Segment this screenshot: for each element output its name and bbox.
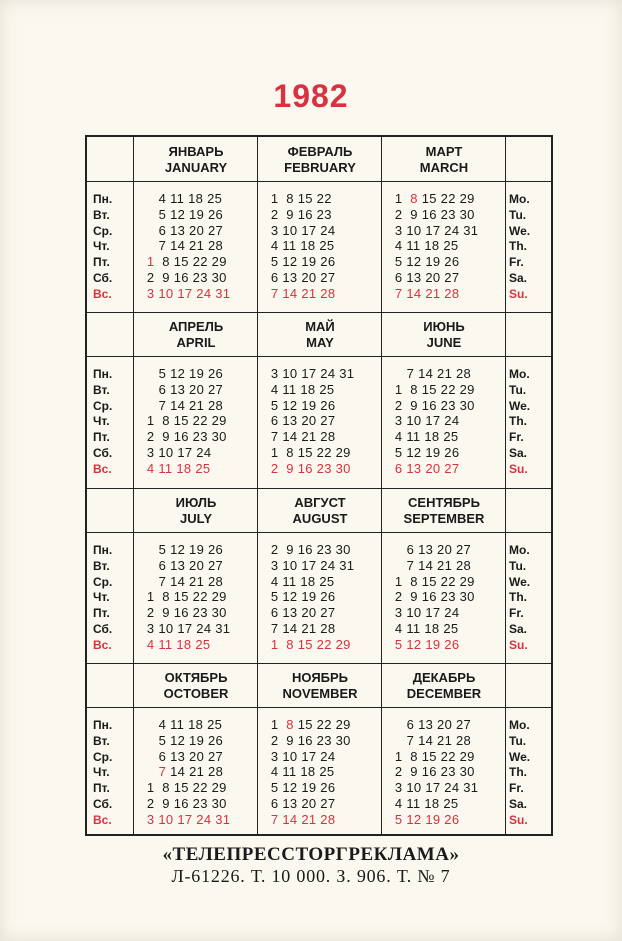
- week-row: 1 8 15 22 29: [143, 413, 227, 429]
- month-header-november: [259, 670, 381, 702]
- month-name-en: JANUARY: [164, 160, 228, 175]
- week-row: 3 10 17 24 31: [267, 366, 355, 381]
- week-row: 2 9 16 23 30: [391, 397, 475, 413]
- weekday-label-ru: Сб.: [93, 271, 113, 285]
- week-row: 6 13 20 27: [391, 460, 460, 476]
- week-row: 6 13 20 27: [267, 270, 336, 285]
- week-row: 4 11 18 25: [267, 764, 335, 780]
- month-name-en: AUGUST: [292, 511, 348, 526]
- weekday-label-ru: Вт.: [93, 382, 110, 397]
- holiday-date: 1: [146, 254, 155, 270]
- month-name-ru: ЯНВАРЬ: [168, 144, 224, 159]
- week-row: 2 9 16 23 30: [391, 589, 475, 605]
- week-row: 1 8 15 22 29: [391, 748, 475, 764]
- weekday-label-en: Fr.: [509, 430, 524, 445]
- weekday-label-en: Fr.: [509, 781, 524, 796]
- weekday-label-en: Th.: [509, 765, 527, 780]
- week-row: 2 9 16 23 30: [143, 605, 227, 621]
- weekday-label-ru: Пт.: [93, 430, 110, 445]
- month-name-ru: ОКТЯБРЬ: [164, 670, 228, 685]
- month-name-ru: НОЯБРЬ: [291, 670, 349, 685]
- week-row: 5 12 19 26: [267, 397, 336, 413]
- weekday-label-en: Su.: [509, 637, 528, 652]
- grid-header-divider: [87, 532, 551, 533]
- publisher-name: «ТЕЛЕПРЕССТОРГРЕКЛАМА»: [162, 844, 460, 865]
- month-header-july: [135, 495, 257, 527]
- week-row: 6 13 20 27: [143, 222, 224, 238]
- week-row: 2 9 16 23 30: [143, 429, 227, 445]
- week-row: 1 8 15 22 29: [391, 381, 475, 397]
- week-row: 3 10 17 24: [391, 413, 460, 429]
- weekday-label-ru: Сб.: [93, 622, 113, 636]
- week-row: 3 10 17 24 31: [143, 285, 231, 301]
- weekday-label-ru: Пт.: [93, 255, 110, 270]
- weekday-label-en: We.: [509, 223, 531, 238]
- week-row: 2 9 16 23 30: [391, 764, 475, 780]
- weekday-label-en: We.: [509, 574, 531, 589]
- weekday-label-ru: Вс.: [93, 286, 112, 301]
- week-row: 2 9 16 23 30: [267, 542, 351, 557]
- month-header-march: [383, 144, 505, 176]
- grid-horizontal-line: [87, 488, 551, 489]
- month-name-en: NOVEMBER: [282, 686, 358, 701]
- week-row: 2 9 16 23 30: [391, 206, 475, 222]
- month-name-ru: МАРТ: [425, 144, 463, 159]
- weekday-label-en: Sa.: [509, 446, 528, 460]
- week-row: 6 13 20 27: [391, 717, 472, 732]
- month-header-september: [383, 495, 505, 527]
- week-row: 1 8 15 22 29: [146, 254, 227, 270]
- month-name-ru: ДЕКАБРЬ: [412, 670, 476, 685]
- weekday-label-en: Su.: [509, 461, 528, 476]
- weekday-label-en: Th.: [509, 414, 527, 429]
- print-info: Л-61226. Т. 10 000. З. 906. Т. № 7: [171, 866, 451, 886]
- weekday-label-ru: Пн.: [93, 367, 113, 381]
- month-name-en: OCTOBER: [163, 686, 229, 701]
- week-row: 4 11 18 25: [391, 621, 459, 636]
- week-row: 1 8 15 22 29: [267, 445, 351, 460]
- week-row: 7 14 21 28: [391, 285, 460, 301]
- week-row: 1 8 15 22 29: [391, 573, 475, 589]
- week-row: 6 13 20 27: [143, 381, 224, 397]
- grid-horizontal-line: [87, 312, 551, 313]
- week-row: 4 11 18 25: [391, 238, 459, 254]
- month-name-ru: МАЙ: [305, 319, 335, 334]
- week-row: 5 12 19 26: [143, 732, 224, 748]
- month-name-ru: ФЕВРАЛЬ: [287, 144, 353, 159]
- week-row: 5 12 19 26: [267, 254, 336, 270]
- week-row: 6 13 20 27: [143, 748, 224, 764]
- week-row: 5 12 19 26: [391, 811, 460, 827]
- holiday-date: 8: [410, 191, 418, 206]
- weekday-label-ru: Чт.: [93, 414, 110, 429]
- month-name-ru: АВГУСТ: [294, 495, 346, 510]
- weekday-label-ru: Ср.: [93, 223, 113, 238]
- weekday-label-ru: Чт.: [93, 239, 110, 254]
- week-row: 2 9 16 23 30: [267, 732, 351, 748]
- week-row: 6 13 20 27: [143, 557, 224, 573]
- calendar-year: 1982: [273, 78, 349, 114]
- week-row: 4 11 18 25: [143, 717, 223, 732]
- weekday-label-ru: Ср.: [93, 749, 113, 764]
- week-row: 3 10 17 24 31: [267, 557, 355, 573]
- week-row: 3 10 17 24: [267, 748, 336, 764]
- month-name-en: SEPTEMBER: [403, 511, 485, 526]
- weekday-label-en: We.: [509, 749, 531, 764]
- week-row: 5 12 19 26: [391, 254, 460, 270]
- week-row: 7 14 21 28: [391, 366, 472, 381]
- weekday-label-ru: Вс.: [93, 637, 112, 652]
- grid-vertical-line: [133, 137, 134, 834]
- month-header-may: [259, 319, 381, 351]
- week-row: 5 12 19 26: [267, 589, 336, 605]
- weekday-label-ru: Чт.: [93, 765, 110, 780]
- week-row: 5 12 19 26: [267, 780, 336, 796]
- weekday-label-en: Sa.: [509, 271, 528, 285]
- weekday-label-en: Fr.: [509, 606, 524, 621]
- weekday-label-ru: Вс.: [93, 461, 112, 476]
- weekday-label-en: Tu.: [509, 382, 527, 397]
- week-row: 4 11 18 25: [143, 636, 211, 652]
- weekday-label-en: Fr.: [509, 255, 524, 270]
- week-row: 7 14 21 28: [143, 573, 224, 589]
- week-row: 2 9 16 23 30: [143, 796, 227, 811]
- weekday-label-en: Su.: [509, 812, 528, 827]
- weekday-label-en: Mo.: [509, 192, 530, 206]
- week-row: 5 12 19 26: [143, 366, 224, 381]
- weekday-label-ru: Сб.: [93, 446, 113, 460]
- week-row: 2 9 16 23: [267, 206, 332, 222]
- month-name-ru: АПРЕЛЬ: [168, 319, 224, 334]
- week-row: 4 11 18 25: [143, 460, 211, 476]
- week-row: 7 14 21 28: [267, 811, 336, 827]
- week-row: 3 10 17 24: [391, 605, 460, 621]
- month-name-ru: ИЮНЬ: [423, 319, 465, 334]
- month-header-june: [383, 319, 505, 351]
- week-row: 7 14 21 28: [158, 764, 224, 780]
- weekday-label-ru: Вт.: [93, 207, 110, 222]
- weekday-label-ru: Вс.: [93, 812, 112, 827]
- weekday-label-en: Mo.: [509, 367, 530, 381]
- month-name-en: MARCH: [419, 160, 469, 175]
- weekday-label-ru: Пт.: [93, 606, 110, 621]
- week-row: 3 10 17 24 31: [391, 780, 479, 796]
- week-row: 2 9 16 23 30: [267, 460, 351, 476]
- week-row: 4 11 18 25: [267, 573, 335, 589]
- grid-header-divider: [87, 707, 551, 708]
- week-row: 5 12 19 26: [143, 542, 224, 557]
- week-row: 6 13 20 27: [267, 796, 336, 811]
- week-row: 3 10 17 24: [267, 222, 336, 238]
- weekday-label-en: Th.: [509, 239, 527, 254]
- weekday-label-ru: Пн.: [93, 543, 113, 557]
- week-row: 4 11 18 25: [143, 191, 223, 206]
- weekday-label-ru: Вт.: [93, 558, 110, 573]
- week-row: 5 12 19 26: [143, 206, 224, 222]
- week-row: 7 14 21 28: [143, 397, 224, 413]
- month-header-april: [135, 319, 257, 351]
- weekday-label-en: Tu.: [509, 558, 527, 573]
- weekday-label-en: Tu.: [509, 207, 527, 222]
- week-row: 5 12 19 26: [391, 636, 460, 652]
- week-row: 7 14 21 28: [143, 238, 224, 254]
- weekday-label-ru: Ср.: [93, 574, 113, 589]
- week-row: 3 10 17 24 31: [391, 222, 479, 238]
- weekday-label-ru: Ср.: [93, 398, 113, 413]
- weekday-label-en: Mo.: [509, 718, 530, 732]
- holiday-date: 7: [158, 764, 167, 780]
- week-row: 1 8 15 22 29: [143, 780, 227, 796]
- weekday-label-en: We.: [509, 398, 531, 413]
- weekday-label-ru: Чт.: [93, 590, 110, 605]
- week-row: 1 8 15 22 29: [267, 717, 351, 732]
- weekday-label-ru: Пн.: [93, 192, 113, 206]
- week-row: 7 14 21 28: [267, 621, 336, 636]
- month-name-en: FEBRUARY: [284, 160, 356, 175]
- grid-header-divider: [87, 356, 551, 357]
- weekday-label-en: Su.: [509, 286, 528, 301]
- week-row: 1 8 15 22: [267, 191, 332, 206]
- month-header-december: [383, 670, 505, 702]
- weekday-label-en: Mo.: [509, 543, 530, 557]
- month-name-en: JUNE: [426, 335, 462, 350]
- weekday-label-ru: Пн.: [93, 718, 113, 732]
- week-row: 6 13 20 27: [267, 413, 336, 429]
- month-name-en: JULY: [179, 511, 213, 526]
- week-row: 4 11 18 25: [267, 381, 335, 397]
- weekday-label-en: Tu.: [509, 733, 527, 748]
- week-row: 7 14 21 28: [267, 285, 336, 301]
- calendar-grid: [85, 135, 553, 836]
- week-row: 4 11 18 25: [267, 238, 335, 254]
- week-row: 7 14 21 28: [391, 557, 472, 573]
- week-row: 4 11 18 25: [391, 796, 459, 811]
- weekday-label-en: Th.: [509, 590, 527, 605]
- weekday-label-en: Sa.: [509, 797, 528, 811]
- weekday-label-ru: Сб.: [93, 797, 113, 811]
- week-row: 2 9 16 23 30: [143, 270, 227, 285]
- weekday-label-ru: Вт.: [93, 733, 110, 748]
- weekday-label-ru: Пт.: [93, 781, 110, 796]
- month-name-en: DECEMBER: [406, 686, 482, 701]
- week-row: 4 11 18 25: [391, 429, 459, 445]
- month-name-en: APRIL: [176, 335, 216, 350]
- month-header-february: [259, 144, 381, 176]
- month-name-ru: ИЮЛЬ: [175, 495, 217, 510]
- week-row: 1 8 15 22 29: [143, 589, 227, 605]
- week-row: 7 14 21 28: [267, 429, 336, 445]
- grid-horizontal-line: [87, 663, 551, 664]
- week-row: 3 10 17 24: [143, 445, 212, 460]
- weekday-label-en: Sa.: [509, 622, 528, 636]
- month-name-ru: СЕНТЯБРЬ: [408, 495, 480, 510]
- grid-header-divider: [87, 181, 551, 182]
- week-row: 1 8 15 22 29: [267, 636, 351, 652]
- week-row: 3 10 17 24 31: [143, 811, 231, 827]
- week-row: 6 13 20 27: [391, 542, 472, 557]
- month-header-august: [259, 495, 381, 527]
- month-name-en: MAY: [306, 335, 334, 350]
- week-row: 6 13 20 27: [391, 270, 460, 285]
- month-header-october: [135, 670, 257, 702]
- holiday-date: 8: [286, 717, 294, 732]
- week-row: 7 14 21 28: [391, 732, 472, 748]
- week-row: 6 13 20 27: [267, 605, 336, 621]
- week-row: 5 12 19 26: [391, 445, 460, 460]
- week-row: 1 8 15 22 29: [391, 191, 475, 206]
- month-header-january: [135, 144, 257, 176]
- week-row: 3 10 17 24 31: [143, 621, 231, 636]
